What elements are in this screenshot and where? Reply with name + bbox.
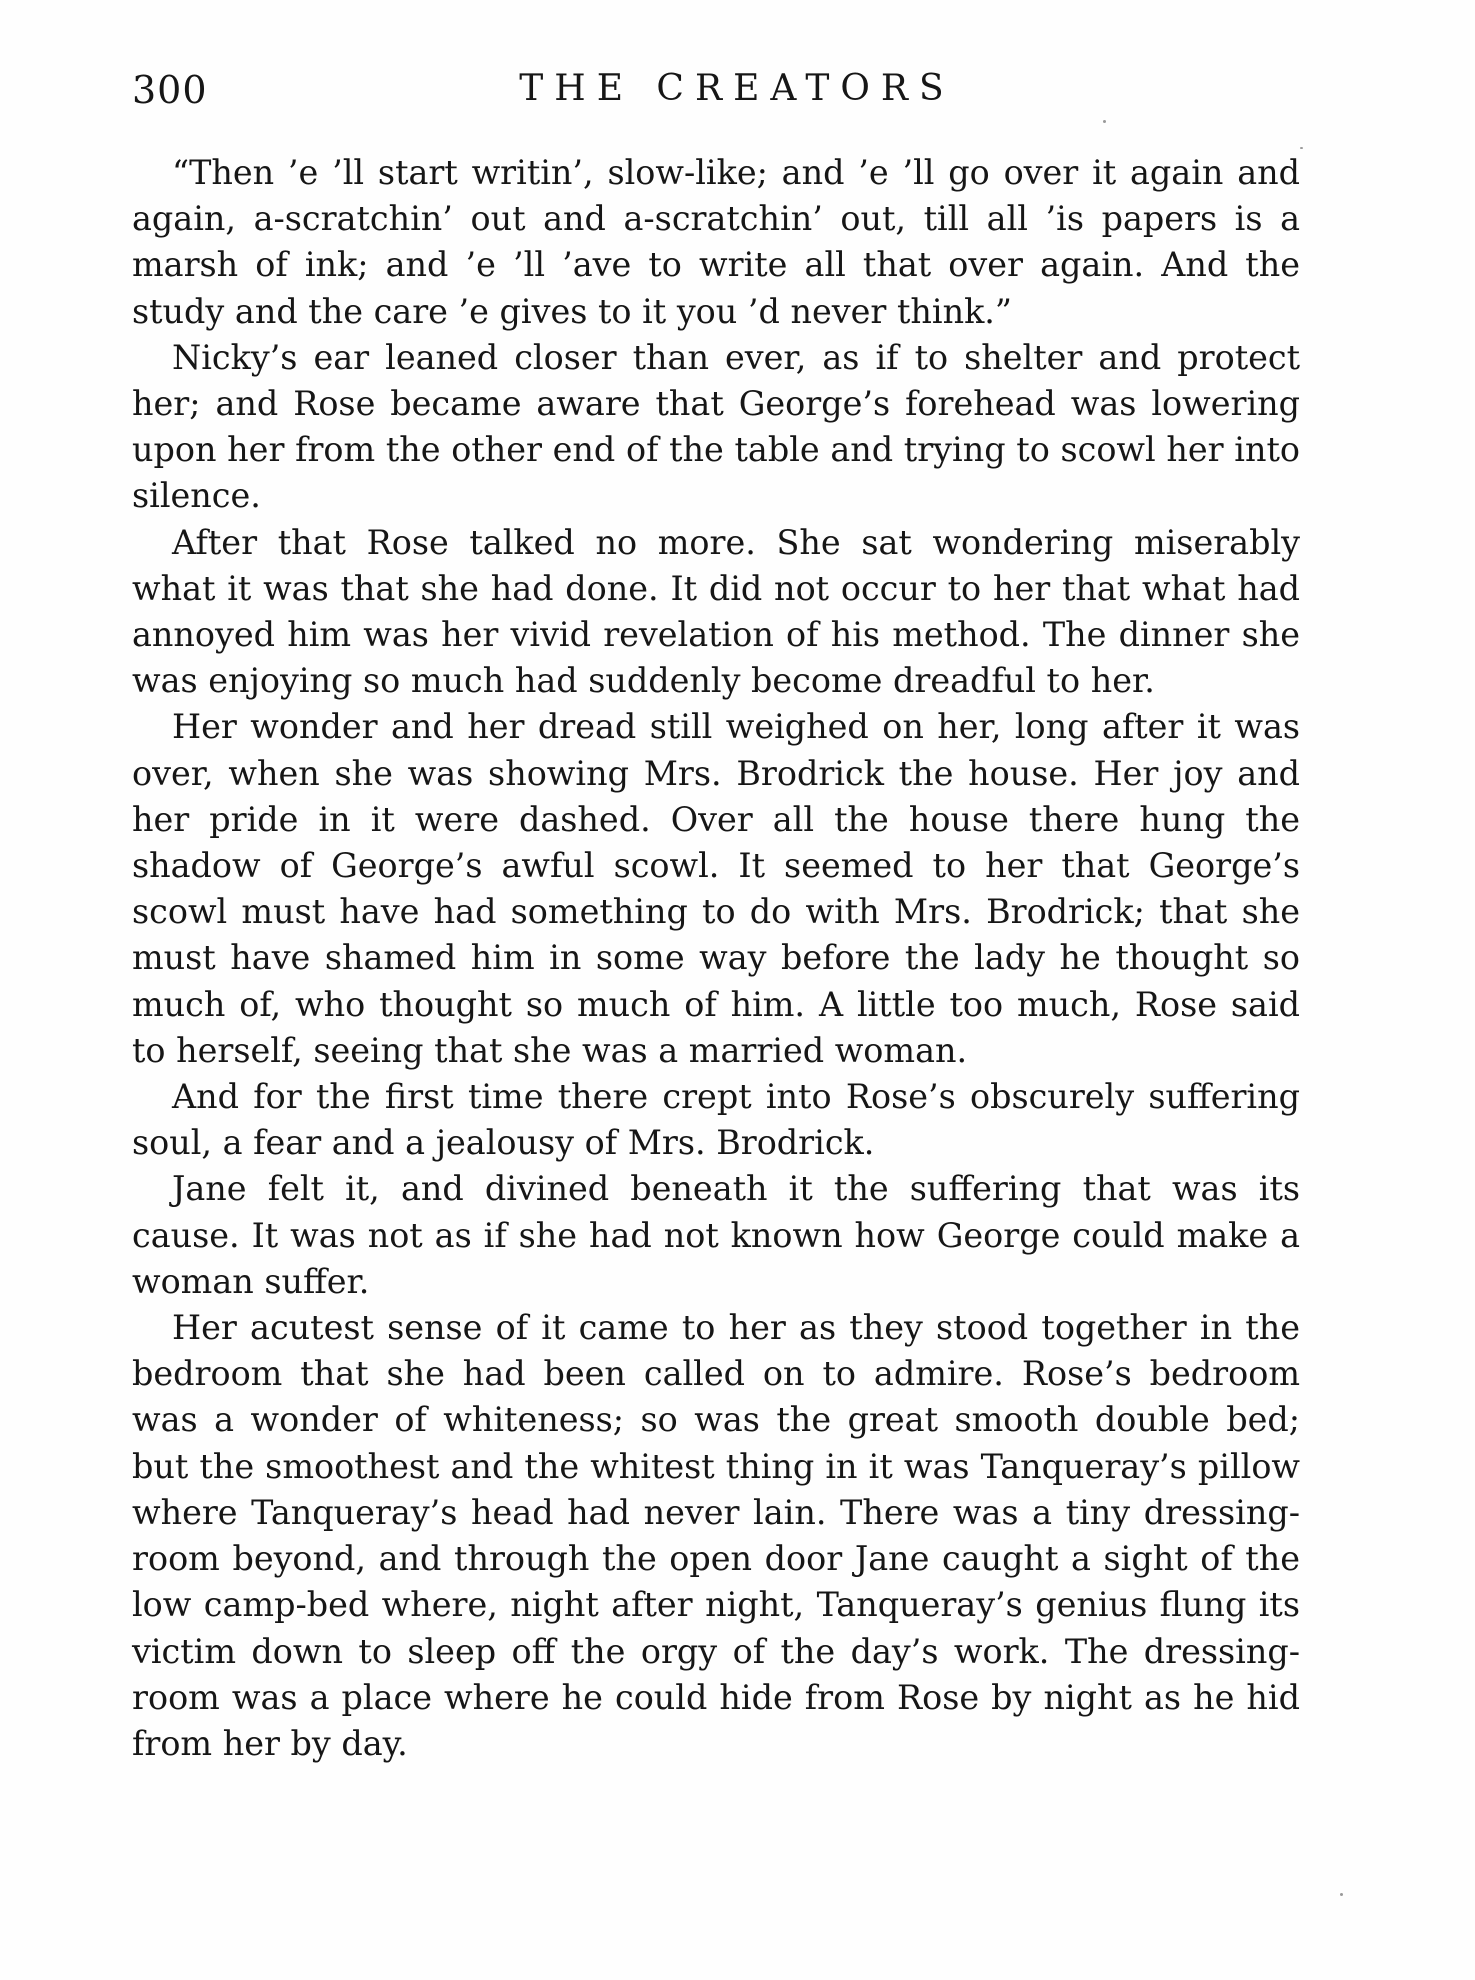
paragraph-2: Nicky’s ear leaned closer than ever, as if to shelter and protect her; and Rose became aware that George’s forehead was lowering upon her from the other end of the table and trying to scowl her into silence. xyxy=(132,337,1300,516)
paragraph-3: After that Rose talked no more. She sat wondering miserably what it was that she had done. It did not occur to her that what had annoyed him was her vivid revelation of his method. The dinner she was enjoying so much had suddenly become dreadful to her. xyxy=(132,522,1300,701)
running-title: THE CREATORS xyxy=(519,68,955,109)
scan-speck xyxy=(1340,1893,1343,1896)
paragraph-6: Jane felt it, and divined beneath it the suffering that was its cause. It was not as if she had not known how George could make a woman suffer. xyxy=(132,1169,1300,1301)
body-text xyxy=(132,150,1300,1767)
paragraph-4: Her wonder and her dread still weighed on her, long after it was over, when she was showing Mrs. Brodrick the house. Her joy and her pride in it were dashed. Over all the house there hung the shadow of George’s awful scowl. It seemed to her that George’s scowl must have had something to do with Mrs. Brodrick; that she must have shamed him in some way before the lady he thought so much of, who thought so much of him. A little too much, Rose said to herself, seeing that she was a married woman. xyxy=(132,707,1300,1070)
page-header xyxy=(132,60,1302,120)
scan-speck xyxy=(1300,147,1303,149)
page-number: 300 xyxy=(132,68,208,112)
paragraph-7: Her acutest sense of it came to her as they stood together in the bedroom that she had been called on to admire. Rose’s bedroom was a wonder of whiteness; so was the great smooth double bed; but the smoothest and the whitest thing in it was Tanqueray’s pillow where Tanqueray’s head had never lain. There was a tiny dressing-room beyond, and through the open door Jane caught a sight of the low camp-bed where, night after night, Tanqueray’s genius flung its victim down to sleep off the orgy of the day’s work. The dressing-room was a place where he could hide from Rose by night as he hid from her by day. xyxy=(132,1308,1300,1763)
paragraph-5: And for the first time there crept into Rose’s obscurely suffering soul, a fear and a jealousy of Mrs. Brodrick. xyxy=(132,1077,1300,1163)
paragraph-1: “Then ’e ’ll start writin’, slow-like; and ’e ’ll go over it again and again, a-scratchin’ out and a-scratchin’ out, till all ’is papers is a marsh of ink; and ’e ’ll ’ave to write all that over again. And the study and the care ’e gives to it you ’d never think.” xyxy=(132,153,1300,331)
scan-speck xyxy=(1103,120,1106,123)
